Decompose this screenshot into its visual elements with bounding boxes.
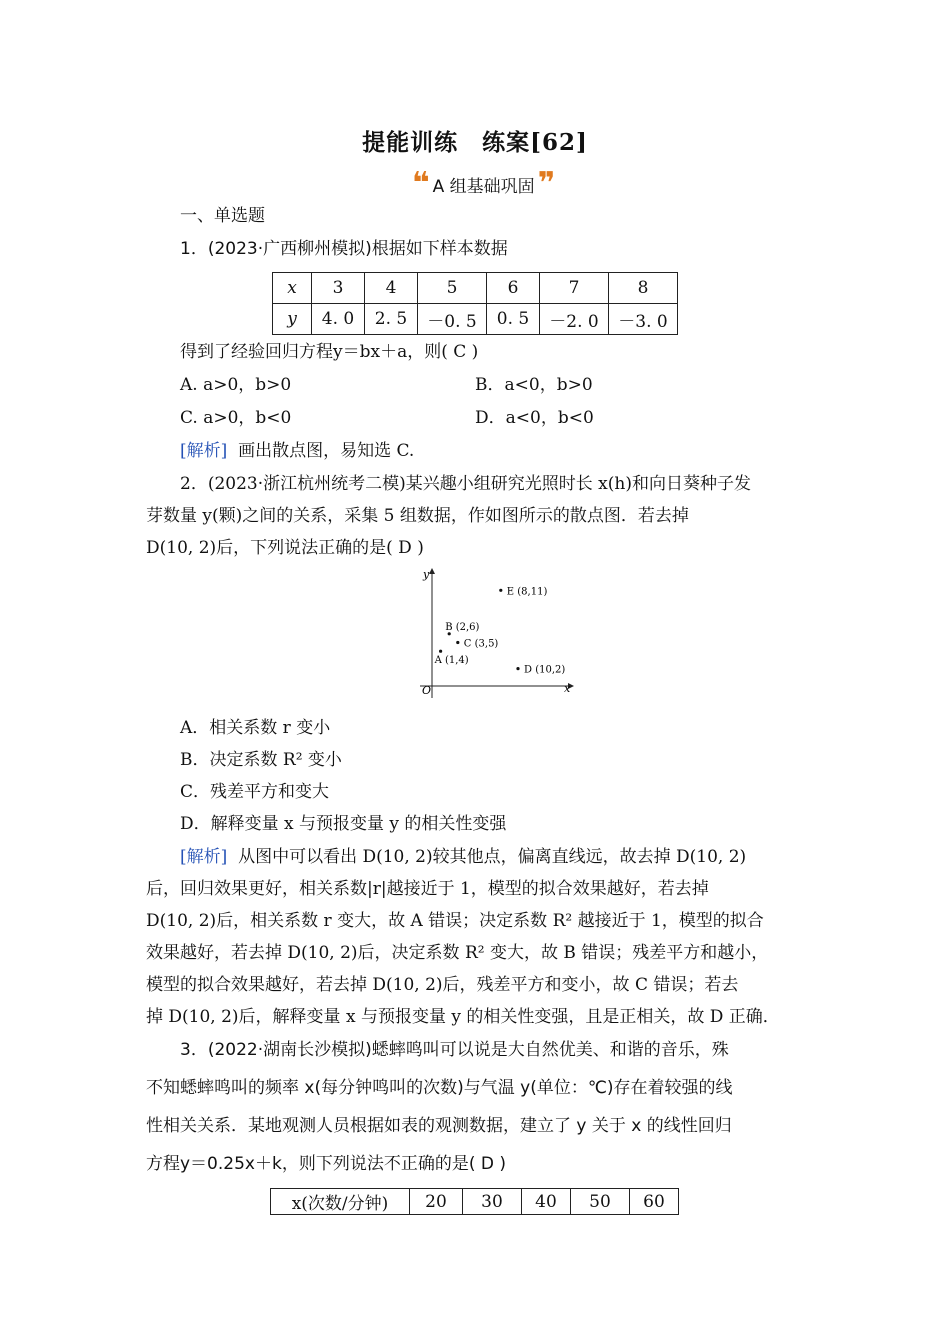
table-cell: －2. 0 — [540, 304, 609, 335]
q2-analysis-line-5: 模型的拟合效果越好，若去掉 D(10, 2)后，残差平方和变小，故 C 错误；若去 — [146, 975, 739, 995]
q2-stem-line-1: 2．(2023·浙江杭州统考二模)某兴趣小组研究光照时长 x(h)和向日葵种子发 — [180, 474, 751, 494]
q1-regression-text: 得到了经验回归方程y＝bx＋a，则( C ) — [180, 342, 479, 362]
analysis-key: [解析] — [180, 847, 228, 867]
table-cell: －0. 5 — [418, 304, 487, 335]
table-cell: 20 — [410, 1189, 463, 1215]
scatter-point — [456, 641, 459, 644]
table-row — [271, 1189, 679, 1215]
table-cell: 4 — [365, 273, 418, 304]
table-row — [273, 304, 678, 335]
q2-analysis-line-3: D(10, 2)后，相关系数 r 变大，故 A 错误；决定系数 R² 越接近于 1，模型的拟合 — [146, 911, 764, 931]
x-axis-label: x — [564, 682, 571, 695]
table-cell: 40 — [522, 1189, 571, 1215]
scatter-points — [434, 586, 566, 675]
table-cell: 50 — [571, 1189, 630, 1215]
scatter-point-label: E (8,11) — [506, 586, 548, 598]
right-quote-icon: ❞ — [537, 166, 556, 201]
table-cell: 4. 0 — [312, 304, 365, 335]
scatter-point-label: A (1,4) — [434, 655, 469, 667]
table-cell: x(次数/分钟) — [271, 1189, 410, 1215]
analysis-key: [解析] — [180, 441, 228, 461]
analysis-text: 画出散点图，易知选 C. — [238, 441, 415, 461]
q1-option-c: C. a>0，b<0 — [180, 408, 292, 428]
q1-analysis — [180, 439, 414, 463]
left-quote-icon: ❝ — [412, 166, 430, 201]
table-row — [273, 273, 678, 304]
table-cell: y — [273, 304, 312, 335]
q1-option-a: A. a>0，b>0 — [180, 375, 292, 395]
q2-analysis-line-4: 效果越好，若去掉 D(10, 2)后，决定系数 R² 变大，故 B 错误；残差平方和越小， — [146, 943, 769, 963]
y-axis-label: y — [423, 568, 430, 581]
q3-data-table — [270, 1188, 679, 1215]
q3-stem-line-2: 不知蟋蟀鸣叫的频率 x(每分钟鸣叫的次数)与气温 y(单位：℃)存在着较强的线 — [146, 1078, 733, 1098]
table-cell: x — [273, 273, 312, 304]
table-cell: 30 — [463, 1189, 522, 1215]
section-badge — [412, 166, 556, 201]
q1-option-d: D．a<0，b<0 — [475, 408, 594, 428]
q3-stem-line-4: 方程y＝0.25x＋k，则下列说法不正确的是( D ) — [146, 1154, 506, 1174]
table-cell: 8 — [609, 273, 678, 304]
q2-stem-line-3: D(10, 2)后，下列说法正确的是( D ) — [146, 538, 424, 558]
table-cell: 0. 5 — [487, 304, 540, 335]
heading-single-choice: 一、单选题 — [180, 206, 265, 226]
table-cell: 5 — [418, 273, 487, 304]
q2-analysis-line-1 — [180, 845, 746, 869]
q3-stem-line-3: 性相关关系．某地观测人员根据如表的观测数据，建立了 y 关于 x 的线性回归 — [146, 1116, 732, 1136]
y-axis-arrow-icon — [429, 568, 435, 574]
q2-scatter-figure — [416, 566, 576, 704]
scatter-point-label: D (10,2) — [524, 664, 566, 676]
q2-analysis-line-2: 后，回归效果更好，相关系数|r|越接近于 1，模型的拟合效果越好，若去掉 — [146, 879, 709, 899]
q1-stem: 1．(2023·广西柳州模拟)根据如下样本数据 — [180, 239, 508, 259]
scatter-point-label: C (3,5) — [463, 638, 499, 650]
table-cell: 60 — [630, 1189, 679, 1215]
q2-option-c: C．残差平方和变大 — [180, 782, 330, 802]
scatter-point — [439, 650, 442, 653]
scatter-point-label: B (2,6) — [445, 621, 480, 633]
q2-stem-line-2: 芽数量 y(颗)之间的关系，采集 5 组数据，作如图所示的散点图．若去掉 — [146, 506, 689, 526]
q2-option-d: D．解释变量 x 与预报变量 y 的相关性变强 — [180, 814, 507, 834]
q2-option-a: A．相关系数 r 变小 — [180, 718, 331, 738]
q1-option-b: B．a<0，b>0 — [475, 375, 593, 395]
origin-label: O — [422, 684, 432, 697]
page-title: 提能训练 练案[62] — [362, 129, 588, 156]
table-cell: －3. 0 — [609, 304, 678, 335]
table-cell: 7 — [540, 273, 609, 304]
section-label: A 组基础巩固 — [432, 176, 535, 197]
scatter-point — [516, 667, 519, 670]
table-cell: 6 — [487, 273, 540, 304]
q1-data-table — [272, 272, 678, 335]
scatter-point — [499, 589, 502, 592]
table-cell: 3 — [312, 273, 365, 304]
q2-option-b: B．决定系数 R² 变小 — [180, 750, 342, 770]
analysis-text: 从图中可以看出 D(10, 2)较其他点，偏离直线远，故去掉 D(10, 2) — [238, 847, 747, 867]
q2-analysis-line-6: 掉 D(10, 2)后，解释变量 x 与预报变量 y 的相关性变强，且是正相关，故 D 正确． — [146, 1007, 780, 1027]
table-cell: 2. 5 — [365, 304, 418, 335]
q3-stem-line-1: 3．(2022·湖南长沙模拟)蟋蟀鸣叫可以说是大自然优美、和谐的音乐，殊 — [180, 1040, 729, 1060]
